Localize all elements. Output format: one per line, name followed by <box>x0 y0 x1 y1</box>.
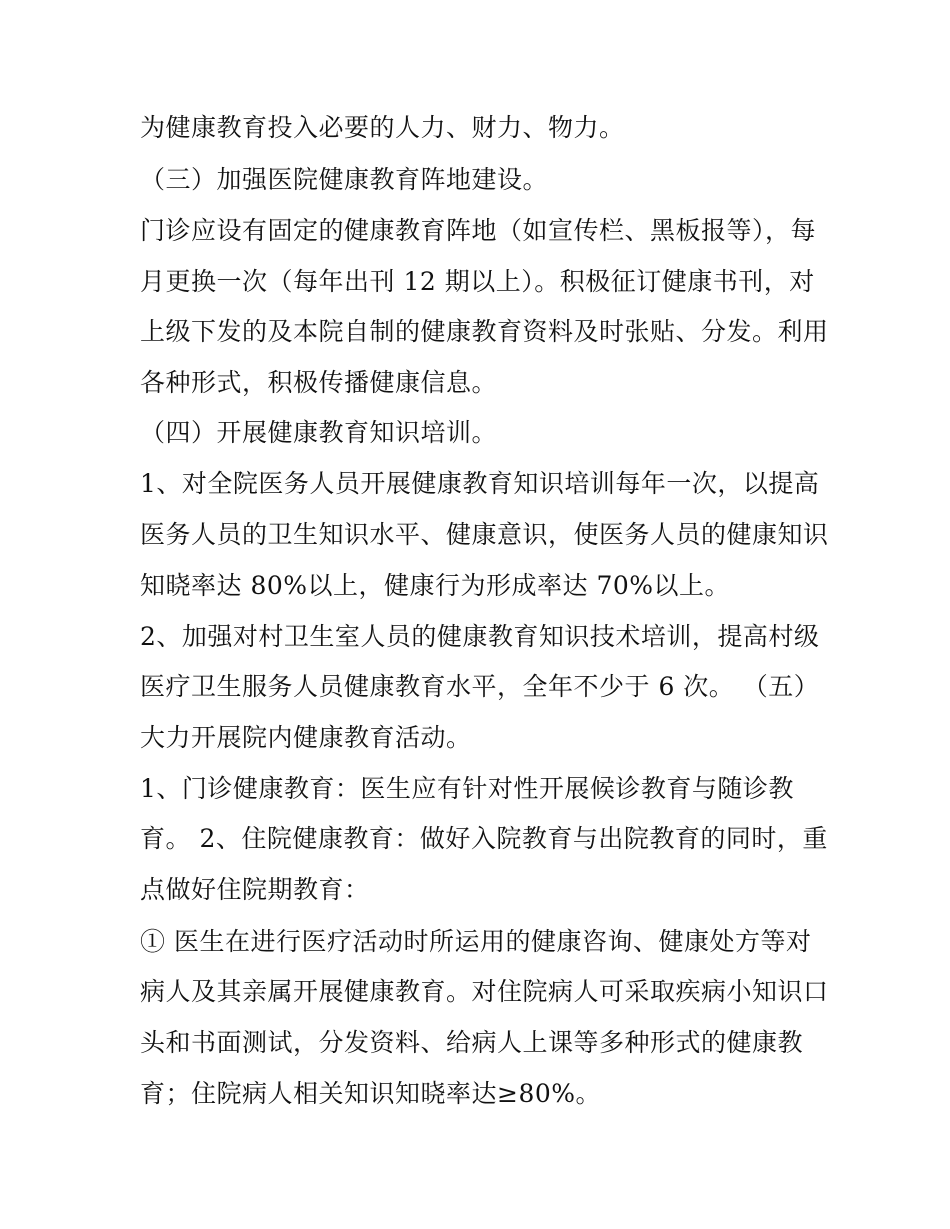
text-line: ① 医生在进行医疗活动时所运用的健康咨询、健康处方等对 <box>140 927 812 956</box>
text-line: 头和书面测试，分发资料、给病人上课等多种形式的健康教 <box>140 1028 804 1057</box>
text-line: 医疗卫生服务人员健康教育水平，全年不少于 6 次。 （五） <box>140 672 820 701</box>
text-line: 病人及其亲属开展健康教育。对住院病人可采取疾病小知识口 <box>140 977 829 1006</box>
text-line: 上级下发的及本院自制的健康教育资料及时张贴、分发。利用 <box>140 317 829 346</box>
text-line: 医务人员的卫生知识水平、健康意识，使医务人员的健康知识 <box>140 520 829 549</box>
text-line: 1、对全院医务人员开展健康教育知识培训每年一次，以提高 <box>140 469 820 498</box>
text-line: 大力开展院内健康教育活动。 <box>140 723 472 752</box>
text-line: 1、门诊健康教育：医生应有针对性开展候诊教育与随诊教 <box>140 774 794 803</box>
text-line: 育；住院病人相关知识知晓率达≥80%。 <box>140 1079 602 1108</box>
text-line: 知晓率达 80%以上，健康行为形成率达 70%以上。 <box>140 571 731 600</box>
text-line: 2、加强对村卫生室人员的健康教育知识技术培训，提高村级 <box>140 622 820 651</box>
text-line: 为健康教育投入必要的人力、财力、物力。 <box>140 113 625 142</box>
text-line: 月更换一次（每年出刊 12 期以上）。积极征订健康书刊，对 <box>140 267 815 296</box>
text-line: 门诊应设有固定的健康教育阵地（如宣传栏、黑板报等），每 <box>140 216 817 245</box>
text-line: 点做好住院期教育： <box>140 875 370 904</box>
text-line: 各种形式，积极传播健康信息。 <box>140 368 498 397</box>
section-heading: （三）加强医院健康教育阵地建设。 <box>140 165 549 194</box>
text-line: 育。 2、住院健康教育：做好入院教育与出院教育的同时，重 <box>140 824 828 853</box>
section-heading: （四）开展健康教育知识培训。 <box>140 418 498 447</box>
